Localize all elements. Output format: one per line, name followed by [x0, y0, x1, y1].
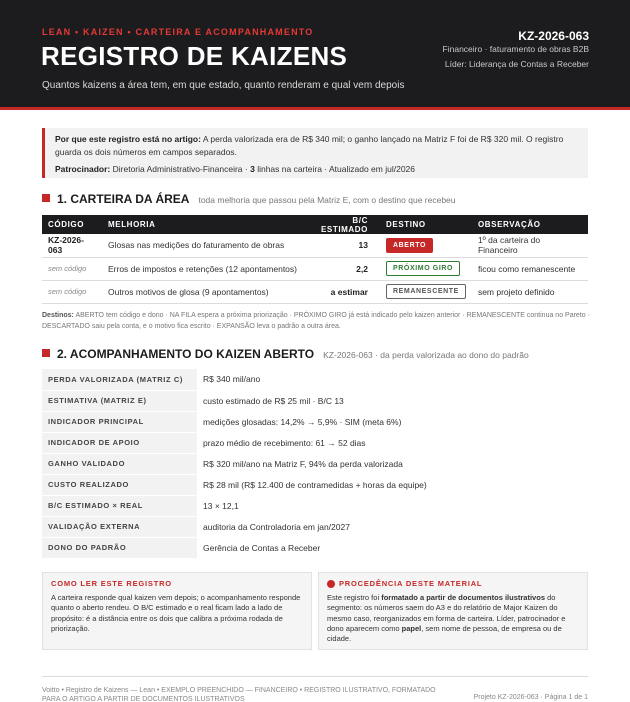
section-tracking-heading — [42, 347, 529, 361]
field-value: R$ 340 mil/ano — [197, 369, 588, 390]
box-text: , sem nome de pessoa, de empresa ou de cidade. — [327, 623, 562, 644]
cell-destination — [380, 280, 472, 303]
portfolio-table — [42, 215, 588, 304]
header-accent-line — [0, 107, 630, 110]
cell-note: 1º da carteira do Financeiro — [472, 234, 588, 257]
field-value: custo estimado de R$ 25 mil · B/C 13 — [197, 390, 588, 411]
page-subtitle: Quantos kaizens a área tem, em que estado, quanto renderam e qual vem depois — [42, 80, 405, 91]
context-note — [42, 128, 588, 178]
box-text-bold: papel — [401, 623, 422, 633]
cell-improvement: Erros de impostos e retenções (12 apontamentos) — [102, 257, 304, 280]
table-row — [42, 390, 588, 411]
cell-bc: a estimar — [304, 280, 380, 303]
cell-improvement: Glosas nas medições do faturamento de obras — [102, 234, 304, 257]
page-header — [0, 0, 630, 110]
status-badge: PRÓXIMO GIRO — [386, 261, 460, 276]
field-label: PERDA VALORIZADA (MATRIZ C) — [42, 369, 197, 390]
box-text: do segmento: os números saem do A3 e do relatório de Major Kaizen do mesmo caso, reorganizados em forma de carteira. Líder, patrocinador e dono aparecem como — [327, 593, 566, 633]
note-lines-count: 3 — [250, 164, 255, 174]
footer-text: Voitto • Registro de Kaizens — Lean • EXEMPLO PREENCHIDO — FINANCEIRO • REGISTRO ILUSTRATIVO, FORMATADO PARA O ARTIGO A PARTIR DE DOCUMENTOS ILUSTRATIVOS — [42, 687, 436, 702]
table-row — [42, 474, 588, 495]
note-reason-label: Por que este registro está no artigo: — [55, 134, 201, 144]
table-row — [42, 257, 588, 280]
project-area: Financeiro · faturamento de obras B2B — [442, 44, 589, 54]
box-body — [327, 593, 579, 644]
box-text-bold: formatado a partir de documentos ilustrativos — [381, 593, 545, 602]
provenance-box — [318, 572, 588, 650]
field-value: 13 × 12,1 — [197, 495, 588, 516]
section-title: 1. CARTEIRA DA ÁREA — [57, 192, 190, 206]
field-label: DONO DO PADRÃO — [42, 537, 197, 558]
cell-improvement: Outros motivos de glosa (9 apontamentos) — [102, 280, 304, 303]
section-marker — [42, 194, 50, 202]
destination-legend — [42, 311, 590, 332]
status-badge: REMANESCENTE — [386, 284, 466, 299]
note-reason-text: A perda valorizada era de R$ 340 mil; o ganho lançado na Matriz F foi de R$ 320 mil. O registro guarda os dois números em campos separados. — [55, 134, 564, 157]
note-reason — [55, 133, 578, 158]
table-row — [42, 453, 588, 474]
legend-text: ABERTO tem código e dono · NA FILA espera a próxima priorização · PRÓXIMO GIRO já está indicado pelo kaizen anterior · REMANESCENTE continua no Pareto · DESCARTADO saiu pela conta, e o motivo fica escrito · EXPANSÃO leva o padrão a outra área. — [42, 312, 590, 330]
table-row — [42, 280, 588, 303]
field-value: auditoria da Controladoria em jan/2027 — [197, 516, 588, 537]
field-label: INDICADOR DE APOIO — [42, 432, 197, 453]
col-header-bc: B/C ESTIMADO — [304, 215, 380, 234]
section-marker — [42, 349, 50, 357]
cell-bc: 13 — [304, 234, 380, 257]
section-title: 2. ACOMPANHAMENTO DO KAIZEN ABERTO — [57, 347, 315, 361]
field-value: prazo médio de recebimento: 61 → 52 dias — [197, 432, 588, 453]
cell-code: sem código — [42, 280, 102, 303]
note-sponsor-text: Diretoria Administrativo-Financeira · — [110, 164, 251, 174]
col-header-destination: DESTINO — [380, 215, 472, 234]
how-to-read-box — [42, 572, 312, 650]
cell-code: sem código — [42, 257, 102, 280]
page-title: REGISTRO DE KAIZENS — [41, 41, 348, 71]
box-title: COMO LER ESTE REGISTRO — [51, 579, 172, 588]
field-label: INDICADOR PRINCIPAL — [42, 411, 197, 432]
cell-destination — [380, 234, 472, 257]
field-value: R$ 28 mil (R$ 12.400 de contramedidas + horas da equipe) — [197, 474, 588, 495]
section-portfolio-heading — [42, 192, 456, 206]
header-kicker: LEAN • KAIZEN • CARTEIRA E ACOMPANHAMENTO — [42, 27, 314, 37]
table-row — [42, 432, 588, 453]
section-subtitle: toda melhoria que passou pela Matriz E, com o destino que recebeu — [198, 195, 456, 205]
status-badge: ABERTO — [386, 238, 433, 253]
box-heading — [327, 579, 579, 588]
field-label: ESTIMATIVA (MATRIZ E) — [42, 390, 197, 411]
note-sponsor — [55, 163, 578, 176]
col-header-improvement: MELHORIA — [102, 215, 304, 234]
field-label: CUSTO REALIZADO — [42, 474, 197, 495]
footer-divider — [42, 676, 588, 677]
project-leader: Líder: Liderança de Contas a Receber — [444, 59, 589, 69]
cell-note: sem projeto definido — [472, 280, 588, 303]
bullet-dot-icon — [327, 580, 335, 588]
field-label: VALIDAÇÃO EXTERNA — [42, 516, 197, 537]
section-subtitle: KZ-2026-063 · da perda valorizada ao dono do padrão — [323, 350, 529, 360]
cell-code: KZ-2026-063 — [42, 234, 102, 257]
field-label: B/C ESTIMADO × REAL — [42, 495, 197, 516]
table-row — [42, 411, 588, 432]
field-value: medições glosadas: 14,2% → 5,9% · SIM (meta 6%) — [197, 411, 588, 432]
col-header-note: OBSERVAÇÃO — [472, 215, 588, 234]
table-row — [42, 516, 588, 537]
box-body: A carteira responde qual kaizen vem depois; o acompanhamento responde quanto o aberto rendeu. O B/C estimado e o real ficam lado a lado de propósito: é a distância entre os dois que calibra a próxima rodada de priorização. — [51, 593, 301, 633]
cell-destination — [380, 257, 472, 280]
table-row — [42, 537, 588, 558]
table-row — [42, 495, 588, 516]
tracking-table — [42, 369, 588, 559]
table-header-row — [42, 215, 588, 234]
field-value: Gerência de Contas a Receber — [197, 537, 588, 558]
table-row — [42, 234, 588, 257]
cell-bc: 2,2 — [304, 257, 380, 280]
box-title: PROCEDÊNCIA DESTE MATERIAL — [339, 579, 483, 588]
page-number: Projeto KZ-2026-063 · Página 1 de 1 — [473, 694, 588, 701]
note-sponsor-label: Patrocinador: — [55, 164, 111, 174]
note-lines-text: linhas na carteira · Atualizado em jul/2026 — [254, 164, 416, 174]
legend-label: Destinos: — [42, 312, 74, 319]
field-label: GANHO VALIDADO — [42, 453, 197, 474]
col-header-code: CÓDIGO — [42, 215, 102, 234]
field-value: R$ 320 mil/ano na Matriz F, 94% da perda valorizada — [197, 453, 588, 474]
table-row — [42, 369, 588, 390]
box-text: Este registro foi — [327, 593, 382, 602]
project-code: KZ-2026-063 — [518, 29, 589, 43]
cell-note: ficou como remanescente — [472, 257, 588, 280]
